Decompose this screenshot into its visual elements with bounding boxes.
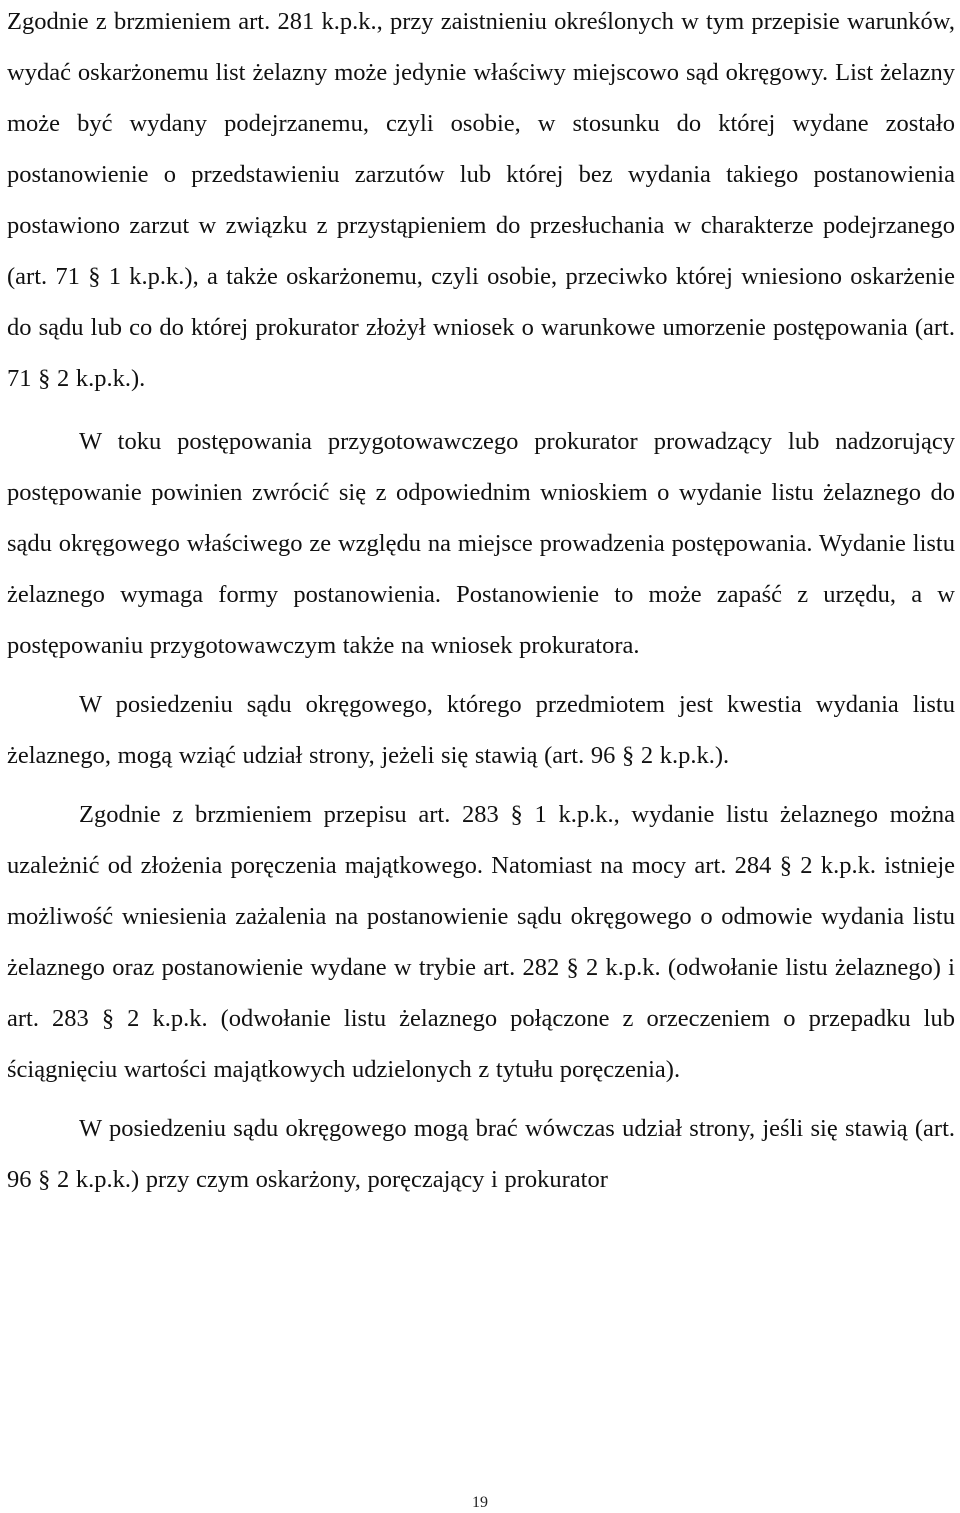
paragraph-5: W posiedzeniu sądu okręgowego mogą brać wówczas udział strony, jeśli się stawią (art. 96 § 2 k.p.k.) przy czym oskarżony, poręczający i prokurator <box>7 1115 955 1193</box>
paragraph-4: Zgodnie z brzmieniem przepisu art. 283 § 1 k.p.k., wydanie listu żelaznego można uzależnić od złożenia poręczenia majątkowego. Natomiast na mocy art. 284 § 2 k.p.k. istnieje możliwość wniesienia zażalenia na postanowienie sądu okręgowego o odmowie wydania listu żelaznego oraz postanowienie wydane w trybie art. 282 § 2 k.p.k. (odwołanie listu żelaznego) i art. 283 § 2 k.p.k. (odwołanie listu żelaznego połączone z orzeczeniem o przepadku lub ściągnięciu wartości majątkowych udzielonych z tytułu poręczenia). <box>7 801 955 1083</box>
paragraph-3: W posiedzeniu sądu okręgowego, którego przedmiotem jest kwestia wydania listu żelaznego, mogą wziąć udział strony, jeżeli się stawią (art. 96 § 2 k.p.k.). <box>7 691 955 769</box>
document-page <box>7 0 955 1205</box>
page-number: 19 <box>472 1494 488 1511</box>
paragraph-2: W toku postępowania przygotowawczego prokurator prowadzący lub nadzorujący postępowanie powinien zwrócić się z odpowiednim wnioskiem o wydanie listu żelaznego do sądu okręgowego właściwego ze względu na miejsce prowadzenia postępowania. Wydanie listu żelaznego wymaga formy postanowienia. Postanowienie to może zapaść z urzędu, a w postępowaniu przygotowawczym także na wniosek prokuratora. <box>7 428 955 659</box>
paragraph-1: Zgodnie z brzmieniem art. 281 k.p.k., przy zaistnieniu określonych w tym przepisie warunków, wydać oskarżonemu list żelazny może jedynie właściwy miejscowo sąd okręgowy. List żelazny może być wydany podejrzanemu, czyli osobie, w stosunku do której wydane zostało postanowienie o przedstawieniu zarzutów lub której bez wydania takiego postanowienia postawiono zarzut w związku z przystąpieniem do przesłuchania w charakterze podejrzanego (art. 71 § 1 k.p.k.), a także oskarżonemu, czyli osobie, przeciwko której wniesiono oskarżenie do sądu lub co do której prokurator złożył wniosek o warunkowe umorzenie postępowania (art. 71 § 2 k.p.k.). <box>7 8 955 392</box>
